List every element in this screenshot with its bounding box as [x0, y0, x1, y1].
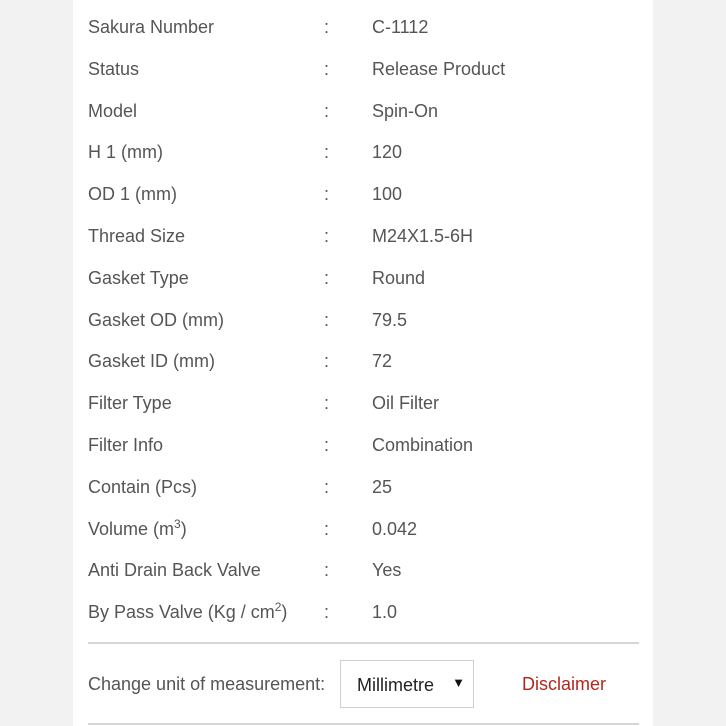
spec-label-text: ) [180, 518, 187, 539]
spec-label: OD 1 (mm) [88, 184, 177, 205]
spec-value: C-1112 [372, 17, 429, 37]
spec-separator: : [324, 393, 330, 414]
spec-row-filter-type [88, 383, 638, 425]
spec-separator: : [324, 434, 330, 455]
spec-value: Combination [372, 434, 474, 455]
spec-value: 79.5 [372, 309, 408, 330]
spec-value: Yes [372, 560, 402, 581]
spec-separator: : [324, 100, 330, 121]
unit-select-value: Millimetre [357, 675, 435, 695]
spec-label: Model [88, 100, 138, 121]
spec-label-text: ) [281, 602, 288, 623]
spec-label: Contain (Pcs) [88, 476, 198, 497]
spec-separator: : [324, 309, 330, 330]
chevron-down-icon: ▼ [452, 675, 465, 690]
spec-value: M24X1.5-6H [372, 225, 474, 246]
spec-value: 100 [372, 184, 403, 205]
spec-label: Anti Drain Back Valve [88, 560, 261, 581]
spec-row-anti-drain-back-valve [88, 550, 638, 592]
spec-row-model [88, 91, 638, 133]
divider [88, 642, 639, 644]
spec-value: 1.0 [372, 602, 398, 623]
spec-separator: : [324, 142, 330, 163]
spec-label: Thread Size [88, 225, 186, 246]
spec-label-text: Volume (m [88, 518, 175, 539]
spec-value: 120 [372, 142, 403, 163]
spec-row-by-pass-valve [88, 592, 638, 634]
spec-separator: : [324, 518, 330, 539]
spec-value: 72 [372, 351, 393, 372]
spec-label: Gasket Type [88, 267, 189, 288]
spec-label: Gasket OD (mm) [88, 309, 225, 330]
spec-value: Spin-On [372, 100, 439, 121]
disclaimer-link[interactable]: Disclaimer [522, 674, 607, 694]
spec-row-filter-info [88, 425, 638, 467]
unit-label: Change unit of measurement: [88, 674, 326, 694]
spec-row-sakura-number [88, 7, 638, 49]
unit-select[interactable] [340, 660, 474, 708]
spec-value: Release Product [372, 58, 506, 79]
spec-label-text: By Pass Valve (Kg / cm [88, 602, 275, 623]
spec-separator: : [324, 476, 330, 497]
spec-label [88, 602, 287, 623]
spec-row-od1 [88, 174, 638, 216]
spec-value: Round [372, 267, 426, 288]
spec-value: 25 [372, 476, 393, 497]
spec-row-contain [88, 467, 638, 509]
spec-table [88, 7, 638, 634]
spec-separator: : [324, 58, 330, 79]
spec-row-h1 [88, 132, 638, 174]
spec-row-thread-size [88, 216, 638, 258]
spec-label: Status [88, 58, 140, 79]
spec-label: Filter Info [88, 434, 164, 455]
spec-label [88, 516, 187, 540]
spec-value: 0.042 [372, 518, 418, 539]
spec-label: Gasket ID (mm) [88, 351, 216, 372]
spec-row-gasket-type [88, 258, 638, 300]
spec-separator: : [324, 225, 330, 246]
superscript: 2 [274, 600, 282, 615]
spec-value: Oil Filter [372, 393, 439, 414]
spec-separator: : [324, 560, 330, 581]
spec-row-gasket-od [88, 300, 638, 342]
spec-row-gasket-id [88, 341, 638, 383]
spec-separator: : [324, 267, 330, 288]
spec-row-status [88, 49, 638, 91]
spec-label: Sakura Number [88, 17, 215, 37]
spec-separator: : [324, 351, 330, 372]
spec-separator: : [324, 602, 330, 623]
spec-label: H 1 (mm) [88, 142, 163, 163]
superscript: 3 [174, 516, 181, 531]
spec-separator: : [324, 17, 330, 37]
spec-row-volume [88, 509, 638, 551]
product-spec-card [73, 0, 653, 726]
spec-separator: : [324, 184, 330, 205]
spec-label: Filter Type [88, 393, 172, 414]
divider [88, 723, 639, 725]
